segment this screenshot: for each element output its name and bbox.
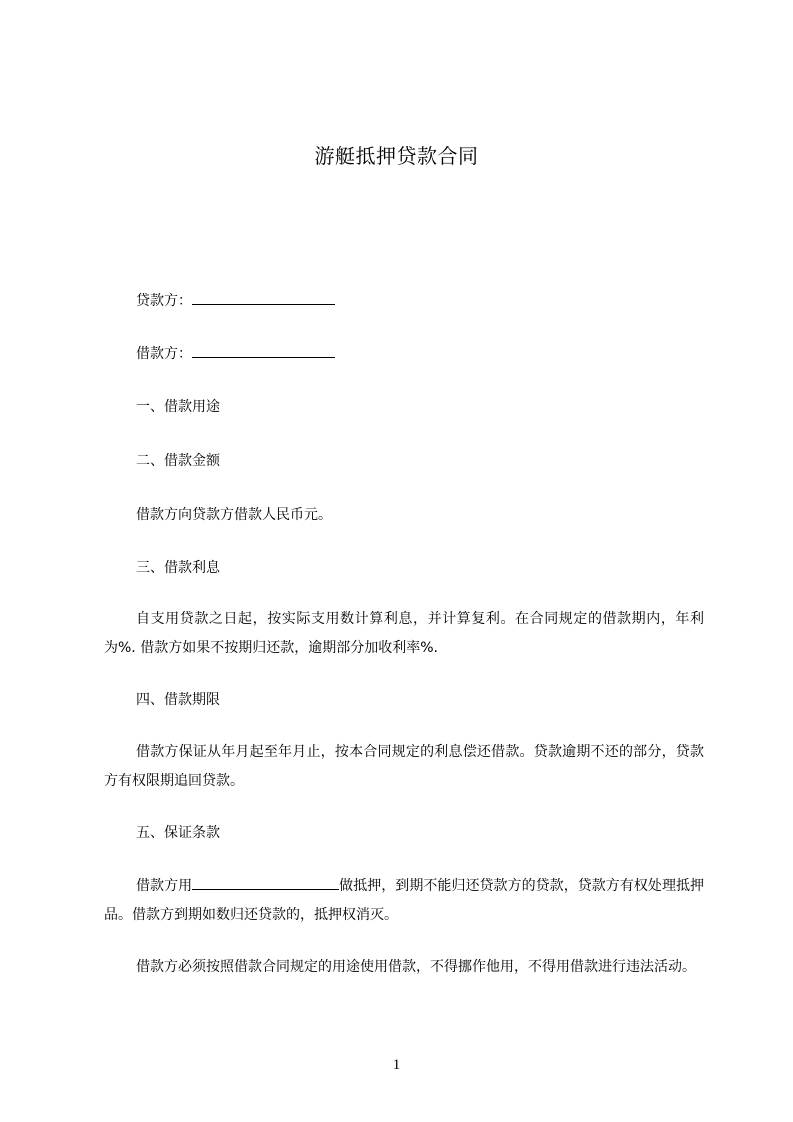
- borrower-line: [136, 343, 335, 364]
- section-heading-term: 四、借款期限: [136, 692, 220, 708]
- page-number: 1: [392, 1057, 401, 1073]
- guarantee-prefix: 借款方用: [136, 878, 193, 894]
- guarantee-paragraph: [104, 872, 704, 930]
- term-paragraph: 借款方保证从年月起至年月止，按本合同规定的利息偿还借款。贷款逾期不还的部分，贷款方有权限期追回贷款。: [104, 744, 704, 789]
- lender-label: 贷款方：: [136, 293, 192, 309]
- usage-paragraph: 借款方必须按照借款合同规定的用途使用借款，不得挪作他用，不得用借款进行违法活动。: [136, 959, 696, 975]
- section-heading-amount: 二、借款金额: [136, 453, 220, 469]
- document-title: 游艇抵押贷款合同: [314, 144, 479, 168]
- guarantee-suffix: 做抵押，到期不能归还贷款方的贷款，贷款方有权处理抵押品。借款方到期如数归还贷款的，抵押权消灭。: [104, 878, 705, 923]
- lender-blank: [192, 290, 335, 305]
- section-heading-purpose: 一、借款用途: [136, 399, 220, 415]
- borrower-label: 借款方：: [136, 346, 192, 362]
- amount-paragraph: 借款方向贷款方借款人民币元。: [136, 507, 332, 523]
- lender-line: [136, 290, 335, 311]
- section-heading-guarantee: 五、保证条款: [136, 825, 220, 841]
- section-heading-interest: 三、借款利息: [136, 560, 220, 576]
- borrower-blank: [192, 343, 335, 358]
- interest-paragraph: 自支用贷款之日起，按实际支用数计算利息，并计算复利。在合同规定的借款期内，年利为%. 借款方如果不按期归还款，逾期部分加收利率%.: [104, 611, 704, 656]
- collateral-blank: [192, 875, 339, 890]
